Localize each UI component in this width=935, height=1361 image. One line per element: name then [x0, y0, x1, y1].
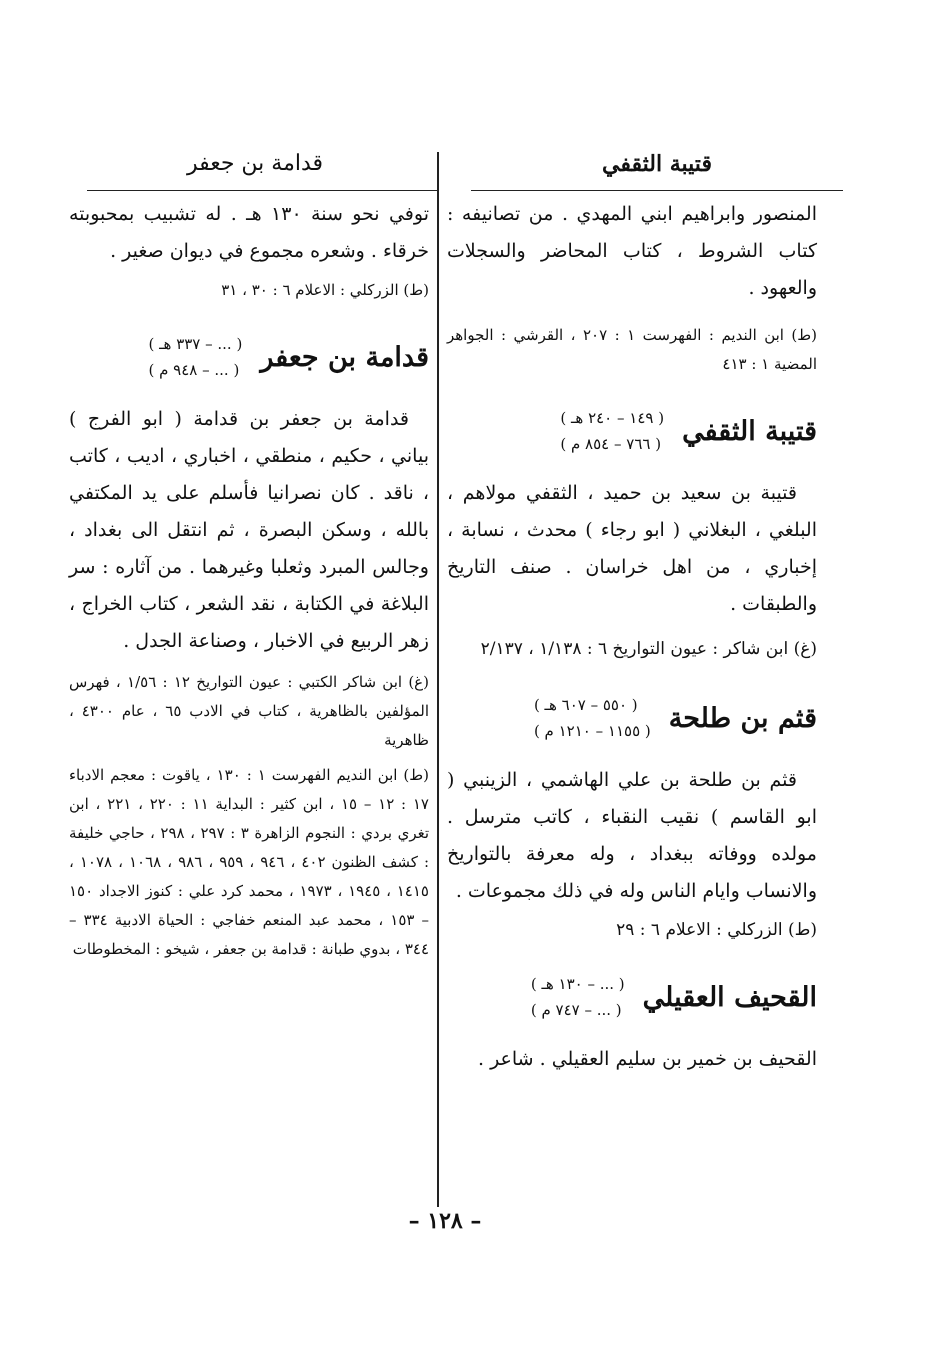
entry-references: (ط) الزركلي : الاعلام ٦ : ٢٩ — [616, 920, 817, 940]
entry-heading — [447, 405, 817, 457]
entry-name: القحيف العقيلي — [642, 981, 817, 1013]
entry-dates: ( ... – ١٣٠ هـ ) ( ... – ٧٤٧ م ) — [530, 975, 625, 1019]
entry-body: قثم بن طلحة بن علي الهاشمي ، الزينبي ( ابو القاسم ) نقيب النقباء ، كاتب مترسل . مولده ووفاته ببغداد ، وله معرفة بالتواريخ والانساب وايام الناس وله في ذلك مجموعات . — [447, 769, 817, 902]
entry-dates: ( ... – ٣٣٧ هـ ) ( ... – ٩٤٨ م ) — [148, 335, 243, 379]
entry-heading — [447, 692, 817, 744]
entry-heading — [69, 331, 429, 383]
entry-body: القحيف بن خمير بن سليم العقيلي . شاعر . — [477, 1048, 817, 1070]
entry-heading — [447, 971, 817, 1023]
column-divider — [437, 152, 439, 1207]
entry-references-g: (غ) ابن شاكر الكتبي : عيون التواريخ ١٢ : ١/٥٦ ، فهرس المؤلفين بالظاهرية ، كتاب في الادب ٦٥ ، عام ٤٣٠٠ ، ظاهرية — [69, 673, 430, 749]
header-rule-right — [471, 190, 843, 191]
continuation-references: (ط) الزركلي : الاعلام ٦ : ٣٠ ، ٣١ — [221, 281, 429, 299]
entry-dates: ( ١٤٩ – ٢٤٠ هـ ) ( ٧٦٦ – ٨٥٤ م ) — [560, 409, 665, 453]
continuation-references: (ط) ابن النديم : الفهرست ١ : ٢٠٧ ، القرشي : الجواهر المضية ١ : ٤١٣ — [447, 326, 818, 373]
running-head-left: قدامة بن جعفر — [186, 151, 324, 176]
continuation-text: المنصور وابراهيم ابني المهدي . من تصانيفه : كتاب الشروط ، كتاب المحاضر والسجلات والعهود . — [447, 203, 817, 299]
running-head-right: قتيبة الثقفي — [602, 151, 712, 177]
entry-name: قثم بن طلحة — [668, 702, 817, 734]
entry-name: قدامة بن جعفر — [260, 341, 429, 373]
continuation-text: توفي نحو سنة ١٣٠ هـ . له تشبيب بمحبوبته خرقاء . وشعره مجموع في ديوان صغير . — [69, 203, 429, 262]
left-column — [69, 196, 429, 964]
entry-body: قدامة بن جعفر بن قدامة ( ابو الفرج ) بياني ، حكيم ، منطقي ، اخباري ، اديب ، كاتب ، ناقد . كان نصرانيا فأسلم على يد المكتفي بالله ، وسكن البصرة ، ثم انتقل الى بغداد ، وجالس المبرد وثعلبا وغيرهما . من آثاره : سر البلاغة في الكتابة ، نقد الشعر ، كتاب الخراج ، زهر الربيع في الاخبار ، وصناعة الجدل . — [69, 408, 430, 652]
entry-references-t: (ط) ابن النديم الفهرست ١ : ١٣٠ ، ياقوت : معجم الادباء ١٧ : ١٢ – ١٥ ، ابن كثير : البداية ١١ : ٢٢٠ ، ٢٢١ ، ابن تغري بردي : النجوم الزاهرة ٣ : ٢٩٧ ، ٢٩٨ ، حاجي خليفة : كشف الظنون ٤٠٢ ، ٩٤٦ ، ٩٥٩ ، ٩٨٦ ، ١٠٦٨ ، ١٠٧٨ ، ١٤١٥ ، ١٩٤٥ ، ١٩٧٣ ، محمد كرد علي : كنوز الاجداد ١٥٠ – ١٥٣ ، محمد عبد المنعم خفاجي : الحياة الادبية ٣٣٤ – ٣٤٤ ، بدوي طبانة : قدامة بن جعفر ، شيخو : المخطوطات — [69, 766, 430, 958]
entry-references: (غ) ابن شاكر : عيون التواريخ ٦ : ١/١٣٨ ، ٢/١٣٧ — [480, 639, 817, 659]
entry-name: قتيبة الثقفي — [682, 415, 817, 447]
right-column — [447, 196, 817, 1078]
page-number: – ١٢٨ – — [408, 1208, 482, 1234]
entry-dates: ( ٥٥٠ – ٦٠٧ هـ ) ( ١١٥٥ – ١٢١٠ م ) — [533, 696, 651, 740]
header-rule-left — [87, 190, 437, 191]
entry-body: قتيبة بن سعيد بن حميد ، الثقفي مولاهم ، البلغي ، البغلاني ( ابو رجاء ) محدث ، نسابة ، إخباري ، من اهل خراسان . صنف التاريخ والطبقات . — [447, 482, 817, 615]
